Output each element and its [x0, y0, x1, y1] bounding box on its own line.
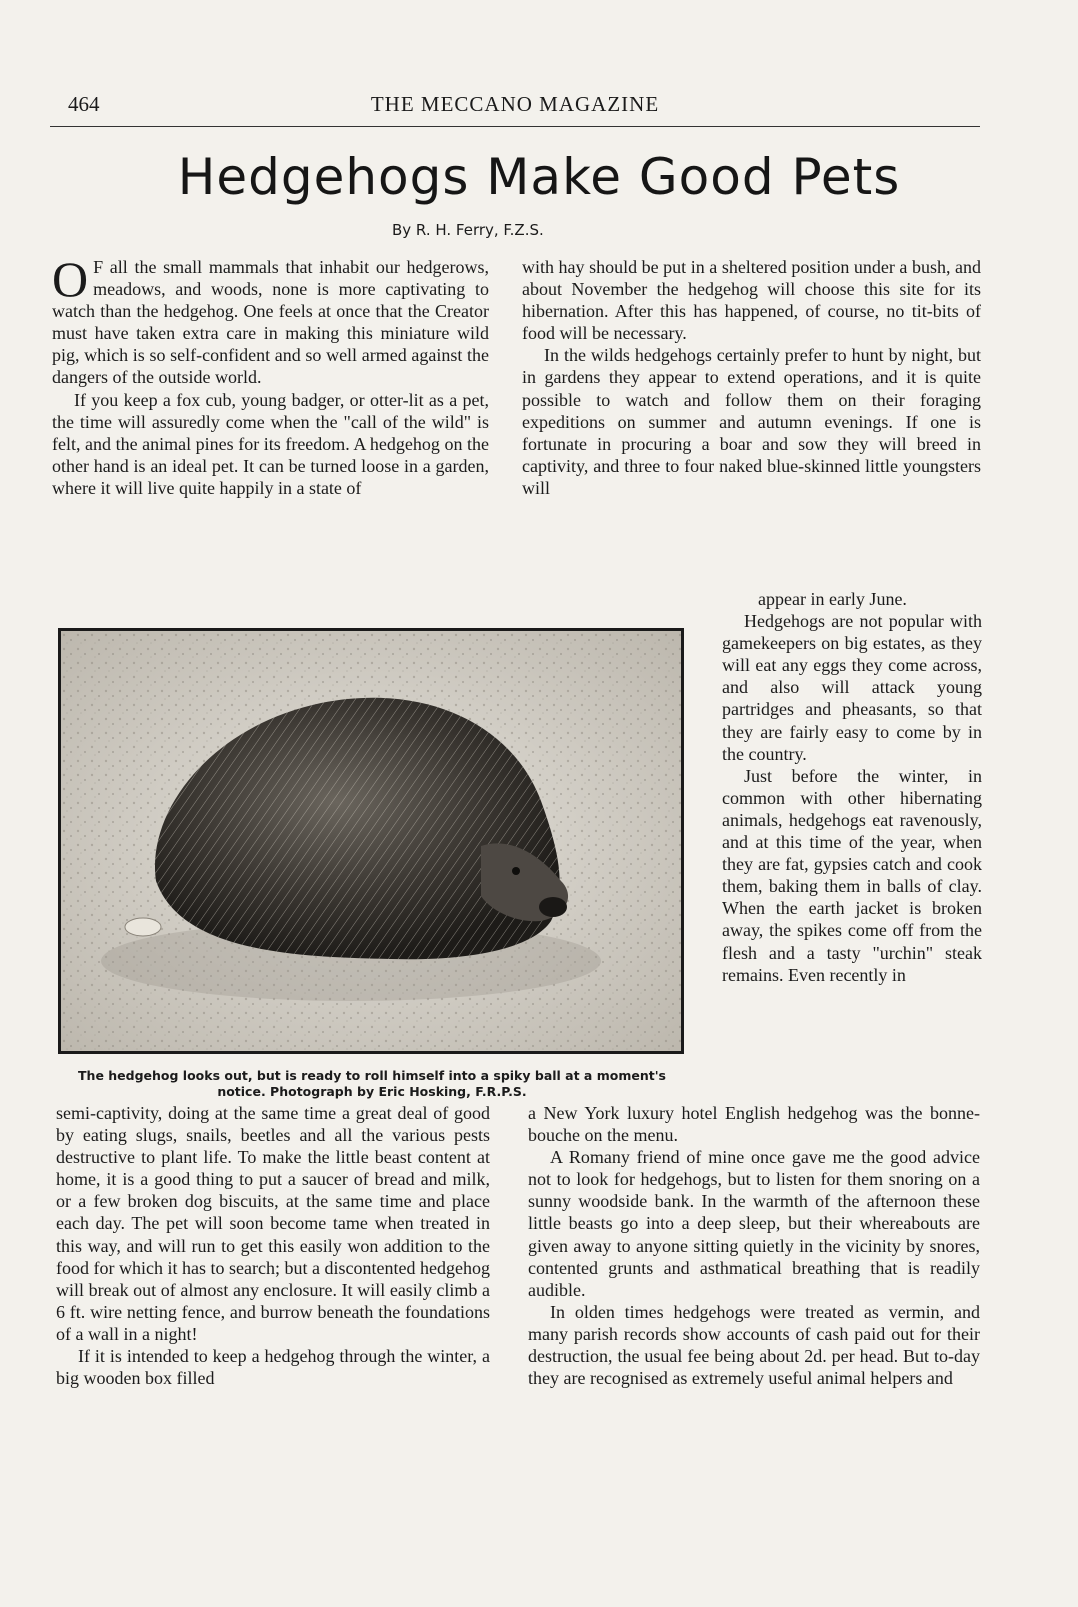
hedgehog-image: [61, 631, 681, 1051]
column-right-bottom: [528, 1102, 980, 1389]
column-right-wrap: [722, 588, 982, 986]
paragraph: In olden times hedgehogs were treated as vermin, and many parish records show accounts of cash paid out for their destruction, the usual fee being about 2d. per head. But to-day they are recognised as extremely useful animal helpers and: [528, 1301, 980, 1389]
article-title: Hedgehogs Make Good Pets: [177, 148, 901, 206]
photo-caption: The hedgehog looks out, but is ready to roll himself into a spiky ball at a moment's notice. Photograph by Eric Hosking, F.R.P.S.: [78, 1068, 666, 1099]
page-header: [50, 90, 980, 127]
byline: By R. H. Ferry, F.Z.S.: [392, 221, 544, 239]
paragraph: In the wilds hedgehogs certainly prefer to hunt by night, but in gardens they appear to extend operations, and it is quite possible to watch and follow them on their foraging expeditions on summer and autumn evenings. If one is fortunate in procuring a boar and sow they will breed in captivity, and three to four naked blue-skinned little youngsters will: [522, 345, 981, 498]
paragraph: A Romany friend of mine once gave me the good advice not to look for hedgehogs, but to listen for them snoring on a sunny woodside bank. In the warmth of the afternoon these little beasts go into a deep sleep, but their whereabouts are given away to anyone sitting quietly in the vicinity by snores, contented grunts and asthmatical breathing that is readily audible.: [528, 1147, 980, 1300]
paragraph: a New York luxury hotel English hedgehog was the bonne-bouche on the menu.: [528, 1103, 980, 1146]
paragraph: If it is intended to keep a hedgehog through the winter, a big wooden box filled: [56, 1346, 490, 1389]
magazine-title: THE MECCANO MAGAZINE: [370, 92, 660, 116]
drop-cap: O: [52, 251, 89, 307]
column-left-top: [52, 251, 489, 499]
page-number: 464: [68, 92, 100, 116]
paragraph: with hay should be put in a sheltered position under a bush, and about November the hedgehog will choose this site for its hibernation. After this has happened, of course, no tit-bits of food will be necessary.: [522, 257, 981, 344]
paragraph: Just before the winter, in common with other hibernating animals, hedgehogs eat ravenously, and at this time of the year, when they are fat, gypsies catch and cook them, baking them in balls of clay. When the earth jacket is broken away, the spikes come off from the flesh and a tasty "urchin" steak remains. Even recently in: [722, 765, 982, 985]
paragraph: semi-captivity, doing at the same time a great deal of good by eating slugs, snails, beetles and all the various pests destructive to plant life. To make the little beast content at home, it is a good thing to put a saucer of bread and milk, or a few broken dog biscuits, at the same time and place each day. The pet will soon become tame when treated in this way, and will run to get this easily won addition to the food for which it has to search; but a discontented hedgehog will break out of almost any enclosure. It will easily climb a 6 ft. wire netting fence, and burrow beneath the foundations of a wall in a night!: [56, 1103, 490, 1344]
paragraph: If you keep a fox cub, young badger, or otter-lit as a pet, the time will assuredly come when the "call of the wild" is felt, and the animal pines for its freedom. A hedgehog on the other hand is an ideal pet. It can be turned loose in a garden, where it will live quite happily in a state of: [52, 389, 489, 498]
column-right-top: [522, 256, 981, 499]
paragraph: appear in early June.: [758, 589, 907, 609]
column-left-bottom: [56, 1102, 490, 1389]
hedgehog-photo: [58, 628, 684, 1054]
paragraph: Hedgehogs are not popular with gamekeepers on big estates, as they will eat any eggs they come across, and also will attack young partridges and pheasants, so that they are fairly easy to come by in the country.: [722, 611, 982, 764]
paragraph: O F all the small mammals that inhabit our hedgerows, meadows, and woods, none is more captivating to watch than the hedgehog. One feels at once that the Creator must have taken extra care in making this miniature wild pig, which is so self-confident and so well armed against the dangers of the outside world.: [52, 251, 489, 388]
